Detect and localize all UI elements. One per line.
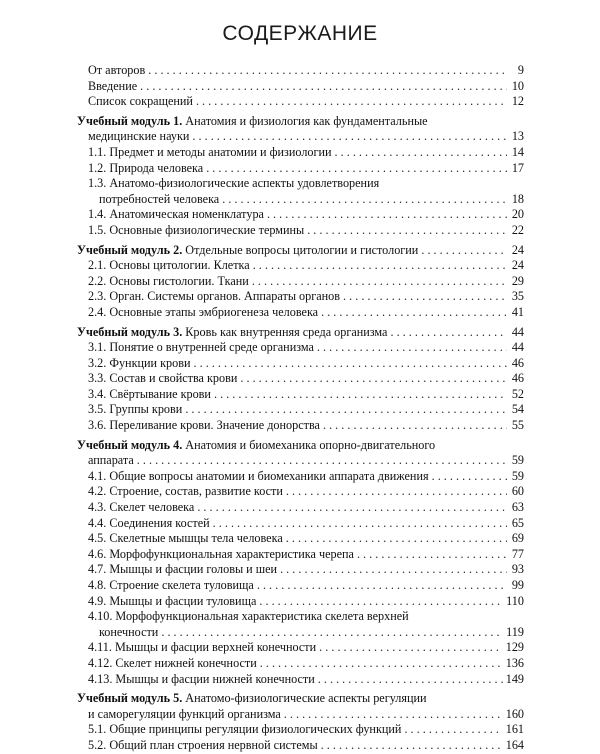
- module-heading-continuation[interactable]: [77, 453, 524, 469]
- toc-entry-title: 3.5. Группы крови: [88, 402, 183, 417]
- toc-entry-title: 4.11. Мышцы и фасции верхней конечности: [88, 640, 317, 655]
- toc-entry-title: 3.3. Состав и свойства крови: [88, 371, 238, 386]
- toc-entry-title: 4.12. Скелет нижней конечности: [88, 655, 257, 670]
- toc-entry-page: 10: [511, 78, 524, 93]
- module-heading[interactable]: [77, 438, 524, 454]
- toc-entry-title: 2.3. Орган. Системы органов. Аппараты органов: [88, 289, 341, 304]
- toc-entry-page: 149: [505, 671, 524, 686]
- toc-entry-title: 1.5. Основные физиологические термины: [88, 222, 305, 237]
- toc-entry[interactable]: [77, 418, 524, 434]
- toc-entry[interactable]: [77, 145, 524, 161]
- module-title-line2: медицинские науки: [88, 129, 190, 144]
- toc-entry-page: 63: [511, 500, 524, 515]
- module-heading[interactable]: [77, 114, 524, 130]
- module-heading[interactable]: [77, 325, 524, 341]
- toc-entry[interactable]: [77, 79, 524, 95]
- toc-entry-page: 12: [511, 94, 524, 109]
- toc-entry[interactable]: [77, 500, 524, 516]
- toc-entry[interactable]: [77, 484, 524, 500]
- toc-entry[interactable]: [77, 722, 524, 738]
- module-label: Учебный модуль 2.: [77, 242, 183, 257]
- toc-entry-title: 4.10. Морфофункциональная характеристика скелета верхней: [88, 609, 409, 624]
- toc-entry-title: 4.2. Строение, состав, развитие кости: [88, 484, 283, 499]
- dot-leader: [421, 243, 507, 259]
- dot-leader: [280, 562, 507, 578]
- toc-entry-page: 46: [511, 371, 524, 386]
- toc-entry-page: 161: [505, 722, 524, 737]
- table-of-contents: [77, 63, 524, 754]
- toc-entry-page: 20: [511, 207, 524, 222]
- toc-entry-title: 1.3. Анатомо-физиологические аспекты удовлетворения: [88, 176, 380, 191]
- dot-leader: [196, 94, 507, 110]
- dot-leader: [307, 223, 507, 239]
- toc-entry-title: 1.1. Предмет и методы анатомии и физиологии: [88, 144, 332, 159]
- dot-leader: [148, 63, 507, 79]
- toc-entry-page: 99: [511, 578, 524, 592]
- toc-entry-page: 22: [511, 222, 524, 237]
- toc-entry-page: 129: [505, 640, 524, 655]
- toc-entry-continuation[interactable]: [77, 192, 524, 208]
- toc-entry-page: 35: [511, 289, 524, 304]
- toc-entry-title: 2.4. Основные этапы эмбриогенеза человека: [88, 304, 319, 319]
- dot-leader: [257, 578, 507, 594]
- toc-entry-title: 5.1. Общие принципы регуляции физиологических функций: [88, 722, 402, 737]
- module-label: Учебный модуль 5.: [77, 691, 183, 706]
- dot-leader: [137, 453, 507, 469]
- module-page: 13: [511, 129, 524, 144]
- toc-entry-page: 52: [511, 386, 524, 401]
- toc-entry[interactable]: [77, 578, 524, 594]
- toc-entry-title: 2.1. Основы цитологии. Клетка: [88, 258, 250, 273]
- toc-entry-page: 44: [511, 340, 524, 355]
- dot-leader: [286, 531, 507, 547]
- dot-leader: [240, 371, 507, 387]
- dot-leader: [194, 356, 508, 372]
- toc-entry-title: 4.7. Мышцы и фасции головы и шеи: [88, 562, 278, 577]
- toc-entry[interactable]: [77, 289, 524, 305]
- toc-entry[interactable]: [77, 516, 524, 532]
- toc-entry-title: 4.1. Общие вопросы анатомии и биомеханики аппарата движения: [88, 468, 429, 483]
- dot-leader: [161, 625, 503, 641]
- dot-leader: [192, 129, 507, 145]
- toc-entry[interactable]: [77, 223, 524, 239]
- module-title-line1: Анатомо-физиологические аспекты регуляции: [185, 691, 427, 706]
- toc-entry[interactable]: [77, 656, 524, 672]
- dot-leader: [260, 656, 503, 672]
- dot-leader: [343, 289, 507, 305]
- dot-leader: [335, 145, 507, 161]
- toc-entry-page: 110: [506, 593, 524, 608]
- module-title-line1: Анатомия и физиология как фундаментальные: [185, 113, 428, 128]
- toc-entry[interactable]: [77, 340, 524, 356]
- toc-entry-title: От авторов: [88, 63, 146, 77]
- toc-entry-title: 4.6. Морфофункциональная характеристика черепа: [88, 546, 354, 561]
- dot-leader: [318, 672, 503, 688]
- toc-entry-title: 5.2. Общий план строения нервной системы: [88, 737, 318, 752]
- toc-entry-page: 136: [505, 655, 524, 670]
- toc-entry-title: 1.2. Природа человека: [88, 160, 204, 175]
- toc-entry-title: 4.8. Строение скелета туловища: [88, 578, 254, 592]
- toc-entry-title: 4.13. Мышцы и фасции нижней конечности: [88, 671, 315, 686]
- toc-entry-title: 3.2. Функции крови: [88, 355, 191, 370]
- toc-entry-page: 17: [511, 160, 524, 175]
- dot-leader: [357, 547, 507, 563]
- toc-entry-page: 93: [511, 562, 524, 577]
- module-page: 24: [511, 242, 524, 257]
- module-heading-continuation[interactable]: [77, 129, 524, 145]
- toc-entry-title: 4.4. Соединения костей: [88, 515, 210, 530]
- toc-entry[interactable]: [77, 594, 524, 610]
- toc-entry-page: 59: [511, 468, 524, 483]
- toc-entry[interactable]: [77, 305, 524, 321]
- dot-leader: [286, 484, 507, 500]
- toc-entry[interactable]: [77, 207, 524, 223]
- page-title: СОДЕРЖАНИЕ: [222, 22, 378, 45]
- toc-entry-title: 3.1. Понятие о внутренней среде организма: [88, 340, 314, 355]
- module-page: 160: [505, 706, 524, 721]
- toc-entry[interactable]: [77, 387, 524, 403]
- toc-entry[interactable]: [77, 274, 524, 290]
- module-page: 59: [511, 453, 524, 468]
- module-title-line2: аппарата: [88, 453, 134, 468]
- toc-entry[interactable]: [77, 609, 524, 625]
- toc-entry[interactable]: [77, 371, 524, 387]
- dot-leader: [321, 305, 507, 321]
- toc-entry-page: 60: [511, 484, 524, 499]
- dot-leader: [206, 161, 507, 177]
- toc-entry-title: 2.2. Основы гистологии. Ткани: [88, 273, 249, 288]
- toc-entry-page: 9: [517, 63, 524, 77]
- dot-leader: [321, 738, 503, 754]
- toc-entry-page: 14: [511, 144, 524, 159]
- dot-leader: [404, 722, 502, 738]
- module-label: Учебный модуль 1.: [77, 113, 183, 128]
- toc-entry[interactable]: [77, 531, 524, 547]
- dot-leader: [323, 418, 507, 434]
- toc-entry[interactable]: [77, 94, 524, 110]
- module-label: Учебный модуль 4.: [77, 437, 183, 452]
- toc-entry-page: 46: [511, 355, 524, 370]
- toc-entry-title: 4.3. Скелет человека: [88, 500, 195, 515]
- dot-leader: [214, 387, 507, 403]
- toc-entry[interactable]: [77, 258, 524, 274]
- toc-entry-continuation[interactable]: [77, 625, 524, 641]
- toc-entry-page: 55: [511, 418, 524, 433]
- dot-leader: [259, 594, 503, 610]
- dot-leader: [252, 274, 507, 290]
- module-label: Учебный модуль 3.: [77, 324, 183, 339]
- toc-entry[interactable]: [77, 356, 524, 372]
- toc-entry-title: 1.4. Анатомическая номенклатура: [88, 207, 264, 222]
- dot-leader: [390, 325, 507, 341]
- toc-entry-page: 77: [511, 546, 524, 561]
- toc-entry-title: Список сокращений: [88, 94, 193, 109]
- toc-entry-page: 119: [506, 624, 524, 639]
- module-title-line1: Отдельные вопросы цитологии и гистологии: [185, 242, 419, 257]
- toc-entry-page: 69: [511, 531, 524, 546]
- module-title-line1: Анатомия и биомеханика опорно-двигательного: [185, 437, 436, 452]
- module-title-line1: Кровь как внутренняя среда организма: [185, 324, 388, 339]
- dot-leader: [432, 469, 507, 485]
- toc-entry-title: 4.5. Скелетные мышцы тела человека: [88, 531, 283, 546]
- toc-entry-page: 18: [511, 191, 524, 206]
- dot-leader: [140, 79, 507, 95]
- module-page: 44: [511, 324, 524, 339]
- toc-entry-title: Введение: [88, 78, 138, 93]
- toc-entry[interactable]: [77, 176, 524, 192]
- dot-leader: [185, 402, 507, 418]
- toc-entry-title-line2: конечности: [99, 624, 159, 639]
- dot-leader: [222, 192, 507, 208]
- toc-entry[interactable]: [77, 640, 524, 656]
- toc-entry-page: 65: [511, 515, 524, 530]
- toc-entry-page: 41: [511, 304, 524, 319]
- dot-leader: [284, 707, 503, 723]
- toc-entry[interactable]: [77, 547, 524, 563]
- dot-leader: [197, 500, 507, 516]
- dot-leader: [253, 258, 507, 274]
- toc-entry[interactable]: [77, 672, 524, 688]
- toc-entry-page: 164: [505, 737, 524, 752]
- dot-leader: [213, 516, 507, 532]
- dot-leader: [317, 340, 507, 356]
- toc-entry-title: 4.9. Мышцы и фасции туловища: [88, 593, 257, 608]
- toc-entry-title: 3.6. Переливание крови. Значение донорства: [88, 418, 320, 433]
- toc-entry-page: 29: [511, 273, 524, 288]
- toc-entry[interactable]: [77, 469, 524, 485]
- module-heading-continuation[interactable]: [77, 707, 524, 723]
- toc-entry[interactable]: [77, 562, 524, 578]
- toc-entry-page: 24: [511, 258, 524, 273]
- dot-leader: [267, 207, 507, 223]
- toc-entry[interactable]: [77, 161, 524, 177]
- toc-entry[interactable]: [77, 63, 524, 79]
- module-title-line2: и саморегуляции функций организма: [88, 706, 281, 721]
- toc-entry-page: 54: [511, 402, 524, 417]
- dot-leader: [319, 640, 503, 656]
- module-heading[interactable]: [77, 691, 524, 707]
- toc-entry[interactable]: [77, 738, 524, 754]
- module-heading[interactable]: [77, 243, 524, 259]
- toc-entry[interactable]: [77, 402, 524, 418]
- toc-entry-title-line2: потребностей человека: [99, 191, 220, 206]
- toc-entry-title: 3.4. Свёртывание крови: [88, 386, 211, 401]
